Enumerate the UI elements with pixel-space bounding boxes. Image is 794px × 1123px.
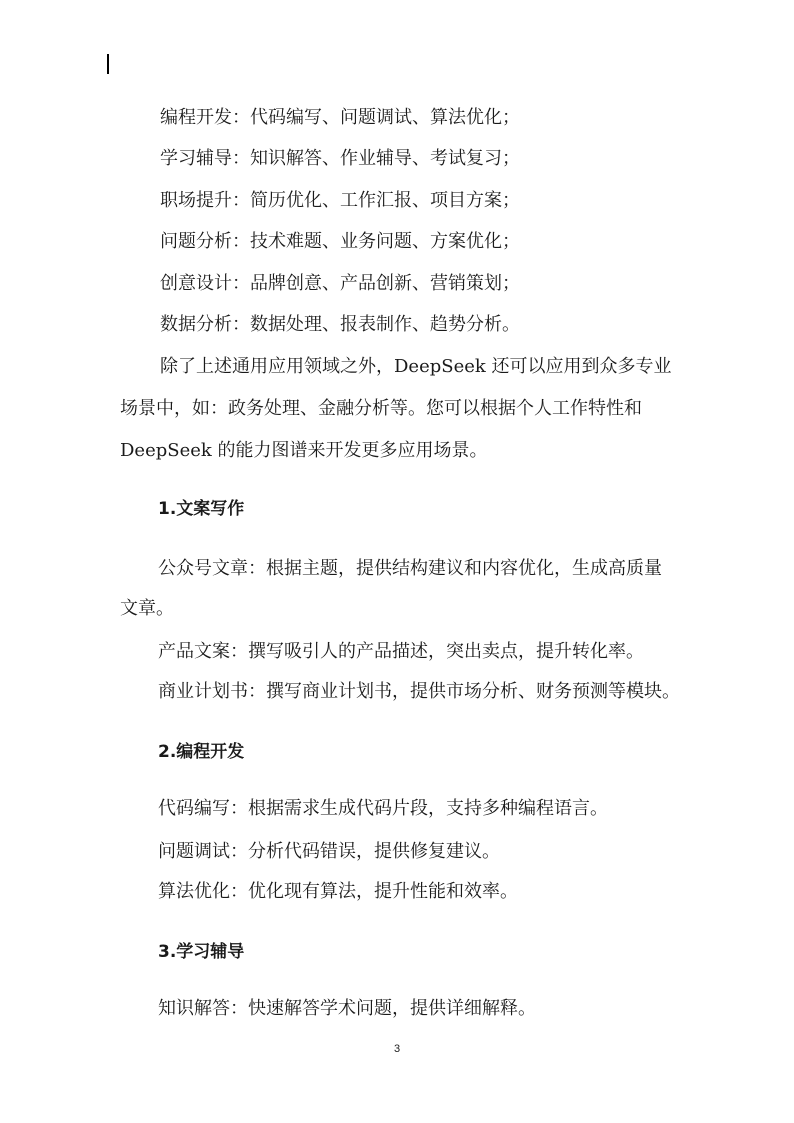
list-item: 职场提升：简历优化、工作汇报、项目方案； [160,190,520,211]
list-item: 数据分析：数据处理、报表制作、趋势分析。 [160,314,520,335]
section-line: 代码编写：根据需求生成代码片段，支持多种编程语言。 [158,798,608,819]
list-item: 问题分析：技术难题、业务问题、方案优化； [160,231,520,252]
list-item: 编程开发：代码编写、问题调试、算法优化； [160,107,520,128]
section-line: 产品文案：撰写吸引人的产品描述，突出卖点，提升转化率。 [158,641,644,662]
section-heading: 1.文案写作 [158,499,245,519]
section-line: 问题调试：分析代码错误，提供修复建议。 [158,841,500,862]
intro-line: 场景中，如：政务处理、金融分析等。您可以根据个人工作特性和 [120,398,642,419]
page-number: 3 [393,1043,401,1055]
list-item: 学习辅导：知识解答、作业辅导、考试复习； [160,148,520,169]
section-line: 商业计划书：撰写商业计划书，提供市场分析、财务预测等模块。 [158,681,680,702]
section-heading: 2.编程开发 [158,742,245,762]
section-line: 公众号文章：根据主题，提供结构建议和内容优化，生成高质量 [158,558,662,579]
section-heading: 3.学习辅导 [158,942,245,962]
text-cursor [107,54,109,74]
section-line: 文章。 [120,598,174,619]
section-line: 知识解答：快速解答学术问题，提供详细解释。 [158,998,536,1019]
list-item: 创意设计：品牌创意、产品创新、营销策划； [160,273,520,294]
intro-line: DeepSeek 的能力图谱来开发更多应用场景。 [120,440,488,461]
section-line: 算法优化：优化现有算法，提升性能和效率。 [158,881,518,902]
intro-line: 除了上述通用应用领域之外，DeepSeek 还可以应用到众多专业 [160,356,672,377]
